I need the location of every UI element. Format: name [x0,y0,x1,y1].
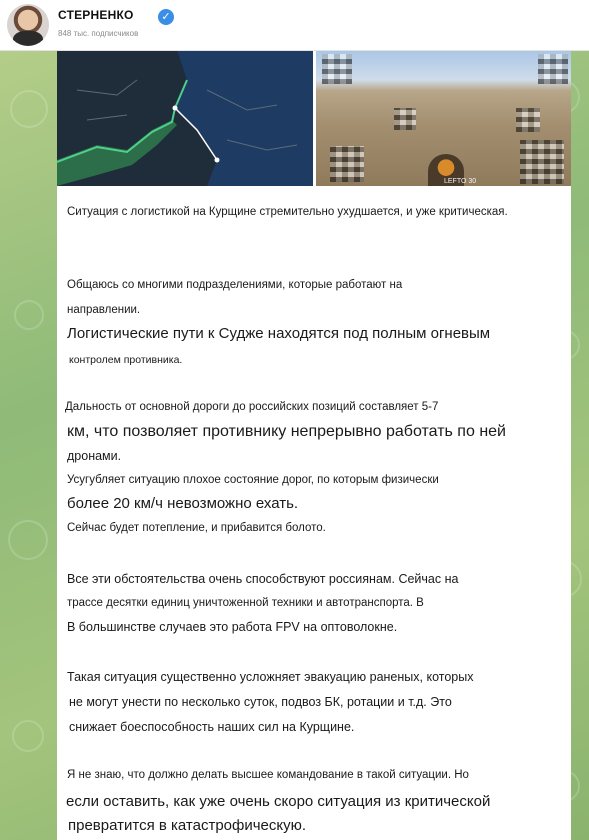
background-doodle [8,520,48,560]
verified-check-icon: ✓ [158,9,174,25]
blurred-patch [538,54,568,84]
channel-header[interactable] [0,0,589,51]
post-line: В большинстве случаев это работа FPV на оптоволокне. [67,620,398,634]
background-doodle [10,90,48,128]
post-line: Сейчас будет потепление, и прибавится болото. [67,522,326,534]
post-line: направлении. [67,304,141,316]
post-line: Такая ситуация существенно усложняет эвакуацию раненых, которых [67,670,474,684]
background-doodle [14,300,44,330]
blurred-patch [394,108,416,130]
blurred-patch [520,140,564,184]
post-line: Ситуация с логистикой на Курщине стремительно ухудшается, и уже критическая. [67,206,508,218]
post-card [57,50,571,840]
avatar[interactable] [7,4,49,46]
post-line: если оставить, как уже очень скоро ситуация из критической [66,793,491,810]
background-doodle [12,720,44,752]
blurred-patch [516,108,540,132]
post-line: контролем противника. [69,354,183,366]
blurred-patch [322,54,352,84]
post-line: Я не знаю, что должно делать высшее командование в такой ситуации. Но [67,769,469,781]
post-line: Дальность от основной дороги до российских позиций составляет 5-7 [65,401,439,413]
subscriber-count: 848 тыс. подписчиков [58,29,139,38]
map-thumbnail[interactable] [57,50,313,186]
post-line: снижает боеспособность наших сил на Курщине. [69,720,355,734]
post-line: Усугубляет ситуацию плохое состояние дорог, по которым физически [67,474,439,486]
post-line: Логистические пути к Судже находятся под полным огневым [67,325,491,342]
post-line: трассе десятки единиц уничтоженной техники и автотранспорта. В [67,597,424,609]
drone-camera-photo[interactable] [316,50,571,186]
post-line: превратится в катастрофическую. [68,817,307,834]
post-line: Общаюсь со многими подразделениями, которые работают на [67,279,403,291]
post-line: км, что позволяет противнику непрерывно работать по ней [67,423,506,440]
post-line: Все эти обстоятельства очень способствуют россиянам. Сейчас на [67,572,459,586]
channel-title[interactable]: СТЕРНЕНКО [58,8,134,22]
photo-caption: LEFTO 30 [444,178,477,185]
blurred-patch [330,146,364,182]
post-line: не могут унести по несколько суток, подвоз БК, ротации и т.д. Это [69,695,452,709]
post-line: дронами. [67,449,122,463]
post-line: более 20 км/ч невозможно ехать. [67,495,299,512]
